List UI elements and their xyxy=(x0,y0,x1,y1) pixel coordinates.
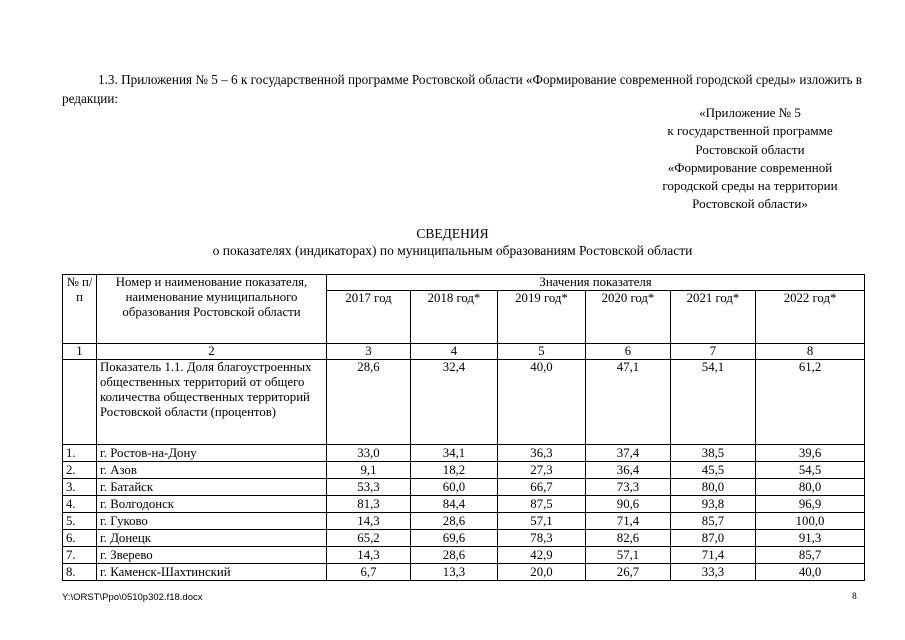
row-value: 37,4 xyxy=(586,445,671,462)
column-number: 5 xyxy=(498,344,586,360)
row-value: 90,6 xyxy=(586,496,671,513)
row-value: 81,3 xyxy=(327,496,411,513)
header-num: № п/п xyxy=(63,275,97,344)
row-value: 69,6 xyxy=(411,530,498,547)
row-value: 80,0 xyxy=(756,479,865,496)
row-value: 57,1 xyxy=(586,547,671,564)
row-number: 3. xyxy=(63,479,97,496)
row-value: 84,4 xyxy=(411,496,498,513)
indicator-value: 54,1 xyxy=(671,360,756,445)
indicator-value: 61,2 xyxy=(756,360,865,445)
header-year: 2019 год* xyxy=(498,291,586,344)
row-value: 6,7 xyxy=(327,564,411,581)
table-row xyxy=(63,530,865,547)
header-year: 2020 год* xyxy=(586,291,671,344)
table-row xyxy=(63,513,865,530)
municipality-name: г. Азов xyxy=(97,462,327,479)
row-value: 100,0 xyxy=(756,513,865,530)
header-name: Номер и наименование показателя, наименование муниципального образования Ростовской области xyxy=(97,275,327,344)
row-value: 71,4 xyxy=(586,513,671,530)
indicator-row xyxy=(63,360,865,445)
document-subtitle: о показателях (индикаторах) по муниципальным образованиям Ростовской области xyxy=(212,243,693,258)
row-value: 36,4 xyxy=(586,462,671,479)
row-value: 85,7 xyxy=(671,513,756,530)
row-value: 14,3 xyxy=(327,547,411,564)
appendix-line: Ростовской области xyxy=(695,141,805,157)
row-number: 8. xyxy=(63,564,97,581)
row-value: 93,8 xyxy=(671,496,756,513)
municipality-name: г. Волгодонск xyxy=(97,496,327,513)
header-values-group: Значения показателя xyxy=(327,275,865,291)
appendix-line: городской среды на территории xyxy=(662,178,838,194)
row-value: 39,6 xyxy=(756,445,865,462)
row-value: 96,9 xyxy=(756,496,865,513)
row-value: 28,6 xyxy=(411,513,498,530)
indicator-table xyxy=(62,274,865,581)
row-value: 60,0 xyxy=(411,479,498,496)
row-value: 36,3 xyxy=(498,445,586,462)
row-value: 28,6 xyxy=(411,547,498,564)
row-value: 40,0 xyxy=(756,564,865,581)
column-number: 2 xyxy=(97,344,327,360)
row-value: 38,5 xyxy=(671,445,756,462)
row-value: 78,3 xyxy=(498,530,586,547)
row-number: 2. xyxy=(63,462,97,479)
table-row xyxy=(63,445,865,462)
header-row xyxy=(63,275,865,291)
row-value: 80,0 xyxy=(671,479,756,496)
column-number: 3 xyxy=(327,344,411,360)
appendix-line: «Формирование современной xyxy=(667,159,833,175)
intro-paragraph xyxy=(62,70,862,108)
row-number: 6. xyxy=(63,530,97,547)
row-value: 26,7 xyxy=(586,564,671,581)
column-number: 4 xyxy=(411,344,498,360)
municipality-name: г. Каменск-Шахтинский xyxy=(97,564,327,581)
footer-page-number: 8 xyxy=(852,592,857,602)
table-row xyxy=(63,479,865,496)
municipality-name: г. Ростов-на-Дону xyxy=(97,445,327,462)
header-year: 2017 год xyxy=(327,291,411,344)
header-year: 2018 год* xyxy=(411,291,498,344)
row-value: 91,3 xyxy=(756,530,865,547)
municipality-name: г. Гуково xyxy=(97,513,327,530)
table-row xyxy=(63,564,865,581)
document-title: СВЕДЕНИЯ xyxy=(416,226,489,241)
header-year: 2022 год* xyxy=(756,291,865,344)
row-value: 53,3 xyxy=(327,479,411,496)
row-value: 87,0 xyxy=(671,530,756,547)
row-value: 20,0 xyxy=(498,564,586,581)
table-row xyxy=(63,462,865,479)
indicator-name: Показатель 1.1. Доля благоустроенных общественных территорий от общего количества общественных территорий Ростовской области (процентов) xyxy=(97,360,327,445)
municipality-name: г. Батайск xyxy=(97,479,327,496)
row-value: 65,2 xyxy=(327,530,411,547)
row-value: 87,5 xyxy=(498,496,586,513)
municipality-name: г. Донецк xyxy=(97,530,327,547)
row-value: 18,2 xyxy=(411,462,498,479)
row-value: 73,3 xyxy=(586,479,671,496)
row-value: 42,9 xyxy=(498,547,586,564)
municipality-name: г. Зверево xyxy=(97,547,327,564)
column-number: 8 xyxy=(756,344,865,360)
indicator-value: 40,0 xyxy=(498,360,586,445)
indicator-num-cell xyxy=(63,360,97,445)
row-value: 13,3 xyxy=(411,564,498,581)
row-value: 9,1 xyxy=(327,462,411,479)
row-number: 7. xyxy=(63,547,97,564)
row-number: 1. xyxy=(63,445,97,462)
table-body xyxy=(63,445,865,581)
table-row xyxy=(63,547,865,564)
appendix-line: Ростовской области» xyxy=(692,196,808,212)
row-value: 14,3 xyxy=(327,513,411,530)
row-value: 85,7 xyxy=(756,547,865,564)
table-row xyxy=(63,496,865,513)
row-value: 82,6 xyxy=(586,530,671,547)
appendix-header xyxy=(630,104,870,214)
intro-text: 1.3. Приложения № 5 – 6 к государственной программе Ростовской области «Формирование современной городской среды» изложить в редакции: xyxy=(62,72,862,106)
row-value: 33,0 xyxy=(327,445,411,462)
indicator-value: 28,6 xyxy=(327,360,411,445)
appendix-line: к государственной программе xyxy=(667,123,833,139)
row-value: 34,1 xyxy=(411,445,498,462)
header-year: 2021 год* xyxy=(671,291,756,344)
footer-file-path: Y:\ORST\Ppo\0510p302.f18.docx xyxy=(62,592,203,603)
row-value: 54,5 xyxy=(756,462,865,479)
indicator-value: 47,1 xyxy=(586,360,671,445)
appendix-line: «Приложение № 5 xyxy=(699,105,801,120)
row-value: 71,4 xyxy=(671,547,756,564)
row-value: 45,5 xyxy=(671,462,756,479)
column-number: 1 xyxy=(63,344,97,360)
indicator-value: 32,4 xyxy=(411,360,498,445)
column-number-row xyxy=(63,344,865,360)
row-number: 5. xyxy=(63,513,97,530)
row-value: 27,3 xyxy=(498,462,586,479)
column-number: 7 xyxy=(671,344,756,360)
row-value: 33,3 xyxy=(671,564,756,581)
row-value: 57,1 xyxy=(498,513,586,530)
row-value: 66,7 xyxy=(498,479,586,496)
column-number: 6 xyxy=(586,344,671,360)
row-number: 4. xyxy=(63,496,97,513)
